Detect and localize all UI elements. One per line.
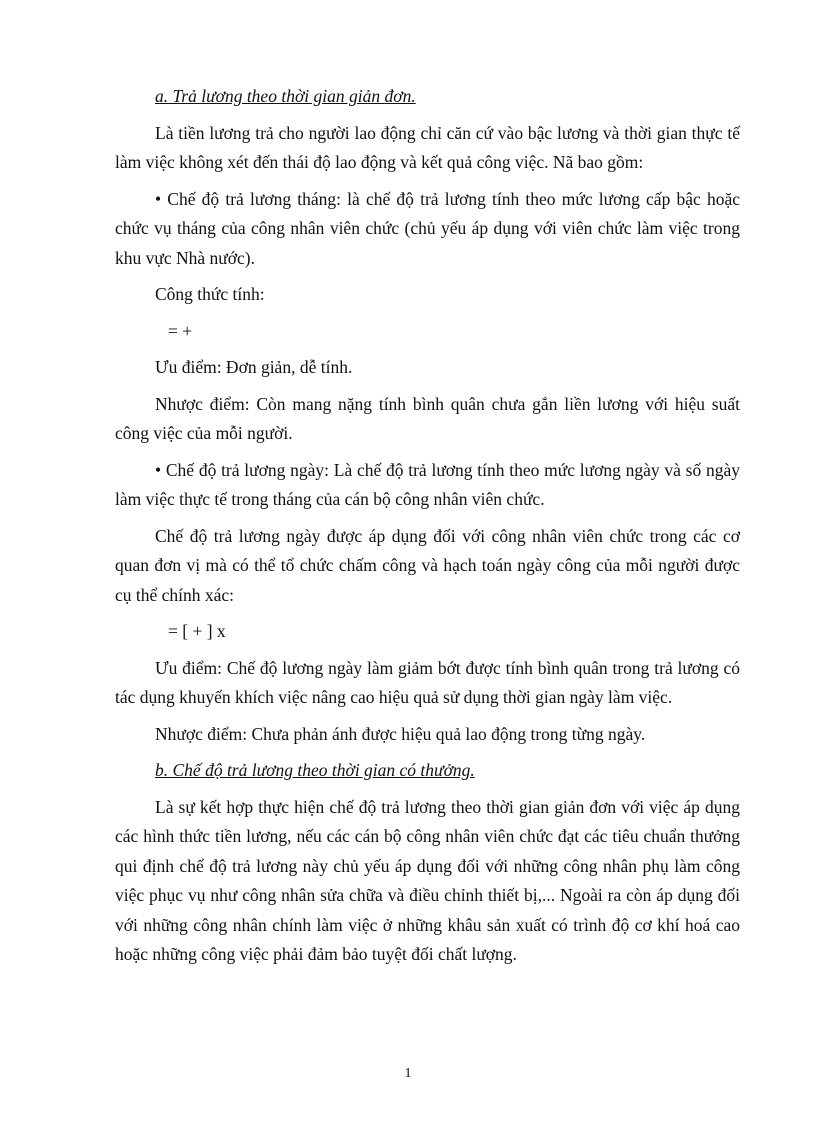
monthly-cons: Nhược điểm: Còn mang nặng tính bình quân chưa gắn liền lương với hiệu suất công việc của mỗi người. xyxy=(115,393,740,443)
document-page xyxy=(115,82,740,977)
section-b-body: Là sự kết hợp thực hiện chế độ trả lương theo thời gian giản đơn với việc áp dụng các hình thức tiền lương, nếu các cán bộ công nhân viên chức đạt các tiêu chuẩn thưởng qui định chế độ trả lương này chủ yếu áp dụng đối với những công nhân phụ làm công việc phục vụ như công nhân sửa chữa và điều chỉnh thiết bị,... Ngoài ra còn áp dụng đối với những công nhân chính làm việc ở những khâu sản xuất có trình độ cơ khí hoá cao hoặc những công việc phải đảm bảo tuyệt đối chất lượng. xyxy=(115,796,740,964)
formula-monthly: = + xyxy=(168,320,193,341)
daily-pros: Ưu điểm: Chế độ lương ngày làm giảm bớt được tính bình quân trong trả lương có tác dụng khuyến khích việc nâng cao hiệu quả sử dụng thời gian ngày làm việc. xyxy=(115,657,740,707)
section-b-heading: b. Chế độ trả lương theo thời gian có thưởng. xyxy=(155,760,475,780)
daily-apply-paragraph: Chế độ trả lương ngày được áp dụng đối với công nhân viên chức trong các cơ quan đơn vị mà có thể tổ chức chấm công và hạch toán ngày công của mỗi người được cụ thể chính xác: xyxy=(115,525,740,605)
monthly-salary-paragraph: • Chế độ trả lương tháng: là chế độ trả lương tính theo mức lương cấp bậc hoặc chức vụ tháng của công nhân viên chức (chủ yếu áp dụng với viên chức làm việc trong khu vực Nhà nước). xyxy=(115,188,740,268)
daily-salary-paragraph: • Chế độ trả lương ngày: Là chế độ trả lương tính theo mức lương ngày và số ngày làm việc thực tế trong tháng của cán bộ công nhân viên chức. xyxy=(115,459,740,509)
section-a-intro: Là tiền lương trả cho người lao động chỉ căn cứ vào bậc lương và thời gian thực tế làm việc không xét đến thái độ lao động và kết quả công việc. Nã bao gồm: xyxy=(115,122,740,172)
section-a-heading: a. Trả lương theo thời gian giản đơn. xyxy=(155,86,416,106)
monthly-pros: Ưu điểm: Đơn giản, dễ tính. xyxy=(155,357,353,377)
page-number: 1 xyxy=(404,1066,412,1081)
formula-daily: = [ + ] x xyxy=(168,621,226,641)
formula-label: Công thức tính: xyxy=(155,284,265,304)
daily-cons: Nhược điểm: Chưa phản ánh được hiệu quả lao động trong từng ngày. xyxy=(155,723,646,744)
